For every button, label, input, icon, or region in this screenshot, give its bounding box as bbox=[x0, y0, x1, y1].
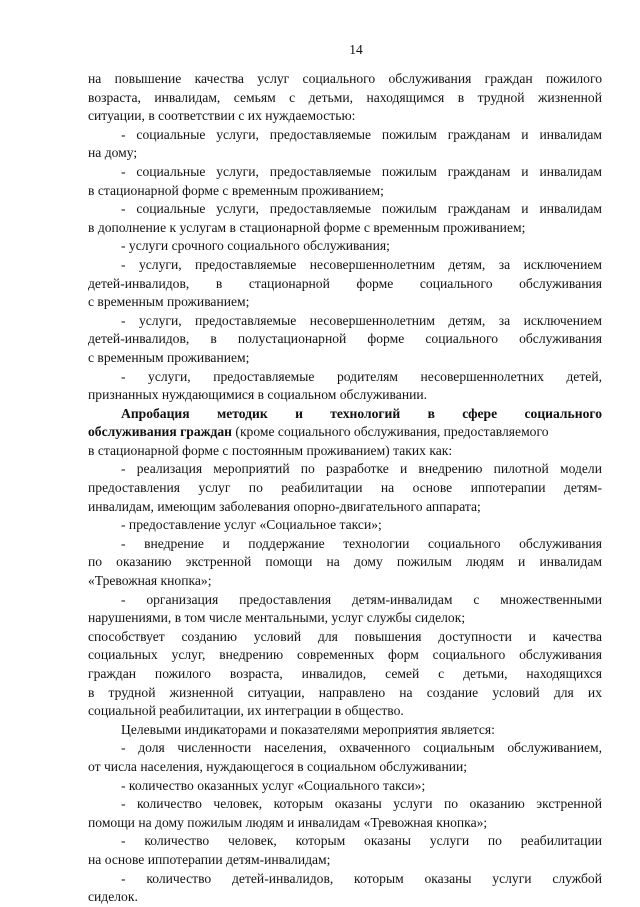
list-item-line: - внедрение и поддержание технологии социального обслуживания bbox=[121, 535, 602, 551]
section-heading-continued: обслуживания граждан bbox=[88, 424, 233, 440]
text-line: признанных нуждающимися в социальном обслуживании. bbox=[88, 387, 428, 403]
text-line: с временным проживанием; bbox=[88, 349, 250, 365]
text-line: на основе иппотерапии детям-инвалидам; bbox=[88, 851, 331, 867]
text-line: сиделок. bbox=[88, 889, 138, 905]
page-number: 14 bbox=[349, 42, 363, 57]
list-item-line: - социальные услуги, предоставляемые пожилым гражданам и инвалидам bbox=[121, 126, 602, 142]
list-item-line: - услуги, предоставляемые несовершеннолетним детям, за исключением bbox=[121, 312, 602, 328]
text-line: в стационарной форме с временным проживанием; bbox=[88, 182, 384, 198]
text-line: детей-инвалидов, в полустационарной форме социального обслуживания bbox=[88, 331, 602, 347]
text-line: с временным проживанием; bbox=[88, 294, 250, 310]
list-item-line: - социальные услуги, предоставляемые пожилым гражданам и инвалидам bbox=[121, 201, 602, 217]
text-line: на повышение качества услуг социального обслуживания граждан пожилого bbox=[88, 71, 602, 86]
list-item-line: - доля численности населения, охваченного социальным обслуживанием, bbox=[121, 740, 602, 756]
paragraph-line: Целевыми индикаторами и показателями мероприятия является: bbox=[121, 721, 495, 737]
list-item-line: - услуги, предоставляемые родителям несовершеннолетних детей, bbox=[121, 368, 602, 384]
text-line: ситуации, в соответствии с их нуждаемостью: bbox=[88, 108, 356, 124]
text-line: инвалидам, имеющим заболевания опорно-двигательного аппарата; bbox=[88, 498, 481, 514]
text-line: социальных услуг, внедрению современных форм социального обслуживания bbox=[88, 647, 602, 663]
text-line: социальной реабилитации, их интеграции в общество. bbox=[88, 703, 404, 719]
list-item-line: - количество человек, которым оказаны услуги по реабилитации bbox=[121, 833, 602, 849]
section-heading: Апробация методик и технологий в сфере социального bbox=[121, 405, 602, 421]
text-line: способствует созданию условий для повышения доступности и качества bbox=[88, 628, 602, 644]
list-item-line: - организация предоставления детям-инвалидам с множественными bbox=[121, 591, 602, 607]
text-line: возраста, инвалидам, семьям с детьми, находящимся в трудной жизненной bbox=[88, 89, 602, 105]
text-line: предоставления услуг по реабилитации на основе иппотерапии детям- bbox=[88, 480, 602, 496]
text-line: граждан пожилого возраста, инвалидов, семей с детьми, находящихся bbox=[88, 666, 602, 681]
text-line: помощи на дому пожилым людям и инвалидам «Тревожная кнопка»; bbox=[88, 814, 488, 830]
list-item-line: - предоставление услуг «Социальное такси»; bbox=[121, 517, 382, 533]
list-item-line: - количество оказанных услуг «Социального такси»; bbox=[121, 777, 426, 793]
text-line bbox=[88, 423, 602, 442]
text-line: в дополнение к услугам в стационарной форме с временным проживанием; bbox=[88, 219, 526, 235]
text-line: нарушениями, в том числе ментальными, услуг службы сиделок; bbox=[88, 610, 466, 626]
list-item-line: - социальные услуги, предоставляемые пожилым гражданам и инвалидам bbox=[121, 163, 602, 179]
list-item-line: - количество детей-инвалидов, которым оказаны услуги службой bbox=[121, 870, 602, 886]
list-item-line: - услуги срочного социального обслуживания; bbox=[121, 238, 390, 254]
list-item-line: - услуги, предоставляемые несовершеннолетним детям, за исключением bbox=[121, 256, 602, 272]
text-fragment: (кроме социального обслуживания, предоставляемого bbox=[232, 424, 549, 440]
text-line: «Тревожная кнопка»; bbox=[88, 573, 212, 589]
text-line: в стационарной форме с постоянным проживанием) таких как: bbox=[88, 442, 453, 458]
text-line: от числа населения, нуждающегося в социальном обслуживании; bbox=[88, 758, 468, 774]
text-line: по оказанию экстренной помощи на дому пожилым людям и инвалидам bbox=[88, 554, 602, 570]
text-line: на дому; bbox=[88, 145, 138, 161]
text-line: детей-инвалидов, в стационарной форме социального обслуживания bbox=[88, 275, 602, 291]
list-item-line: - количество человек, которым оказаны услуги по оказанию экстренной bbox=[121, 796, 602, 812]
body-text bbox=[88, 70, 602, 907]
list-item-line: - реализация мероприятий по разработке и внедрению пилотной модели bbox=[121, 461, 602, 477]
text-line: в трудной жизненной ситуации, направлено на создание условий для их bbox=[88, 684, 602, 700]
